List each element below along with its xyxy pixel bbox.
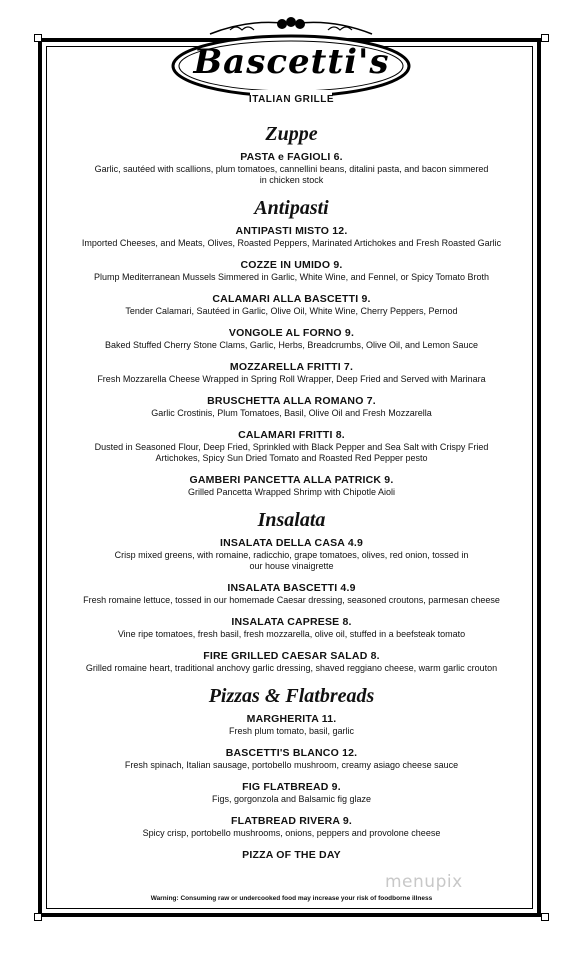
section-title: Insalata: [257, 509, 326, 531]
item-description: Grilled romaine heart, traditional anchovy garlic dressing, shaved reggiano cheese, warm garlic crouton: [85, 663, 498, 673]
section-antipasti: [50, 196, 533, 498]
logo-wordmark: Bascetti's: [193, 42, 390, 82]
menu-item: [50, 428, 533, 464]
menu-item: [50, 649, 533, 674]
item-name: COZZE IN UMIDO 9.: [240, 259, 343, 271]
menu-item: [50, 224, 533, 249]
menu-item: [50, 615, 533, 640]
food-warning: Warning: Consuming raw or undercooked food may increase your risk of foodborne illness: [150, 895, 433, 902]
item-name: FLATBREAD RIVERA 9.: [230, 815, 353, 827]
item-name: MARGHERITA 11.: [246, 713, 337, 725]
item-name: INSALATA BASCETTI 4.9: [227, 582, 356, 594]
item-description: Fresh Mozzarella Cheese Wrapped in Spring Roll Wrapper, Deep Fried and Served with Marinara: [97, 374, 486, 384]
item-name: ANTIPASTI MISTO 12.: [235, 225, 348, 237]
item-description: Spicy crisp, portobello mushrooms, onions, peppers and provolone cheese: [142, 828, 441, 838]
corner-ornament: [541, 913, 549, 921]
item-name: MOZZARELLA FRITTI 7.: [229, 361, 354, 373]
item-description: Fresh romaine lettuce, tossed in our homemade Caesar dressing, seasoned croutons, parmesan cheese: [83, 595, 500, 605]
menu-item: [50, 712, 533, 737]
menu-item: [50, 326, 533, 351]
item-name: CALAMARI ALLA BASCETTI 9.: [212, 293, 371, 305]
item-description: Crisp mixed greens, with romaine, radicchio, grape tomatoes, olives, red onion, tossed in our house vinaigrette: [114, 550, 469, 571]
item-name: CALAMARI FRITTI 8.: [238, 429, 345, 441]
logo-subtitle: ITALIAN GRILLE: [248, 94, 335, 105]
item-description: Grilled Pancetta Wrapped Shrimp with Chipotle Aioli: [188, 487, 395, 497]
item-name: BASCETTI'S BLANCO 12.: [225, 747, 358, 759]
menu-item: [50, 292, 533, 317]
item-description: Fresh plum tomato, basil, garlic: [228, 726, 355, 736]
menu-item: [50, 258, 533, 283]
section-title: Zuppe: [265, 123, 318, 145]
menu-item: [50, 581, 533, 606]
section-title: Antipasti: [254, 197, 329, 219]
item-description: Garlic Crostinis, Plum Tomatoes, Basil, Olive Oil and Fresh Mozzarella: [151, 408, 432, 418]
menu-item: [50, 360, 533, 385]
section-zuppe: [50, 122, 533, 186]
menu-item: [50, 473, 533, 498]
menu-item: [50, 536, 533, 572]
item-name: PIZZA OF THE DAY: [242, 849, 341, 861]
item-name: INSALATA DELLA CASA 4.9: [219, 537, 364, 549]
item-description: Dusted in Seasoned Flour, Deep Fried, Sprinkled with Black Pepper and Sea Salt with Crispy Fried Artichokes, Spicy Sun Dried Tomato and Roasted Red Pepper pesto: [94, 442, 489, 463]
item-name: FIG FLATBREAD 9.: [242, 781, 341, 793]
logo: [0, 6, 583, 106]
menu-item: [50, 150, 533, 186]
item-name: PASTA e FAGIOLI 6.: [240, 151, 343, 163]
item-description: Garlic, sautéed with scallions, plum tomatoes, cannellini beans, ditalini pasta, and bacon simmered in chicken stock: [94, 164, 489, 185]
watermark-text: menupix: [385, 872, 463, 892]
menu-item: [50, 848, 533, 862]
item-name: GAMBERI PANCETTA ALLA PATRICK 9.: [189, 474, 394, 486]
menu-item: [50, 746, 533, 771]
menu-item: [50, 780, 533, 805]
menu-item: [50, 394, 533, 419]
section-insalata: [50, 508, 533, 674]
corner-ornament: [34, 913, 42, 921]
item-description: Fresh spinach, Italian sausage, portobello mushroom, creamy asiago cheese sauce: [124, 760, 459, 770]
item-name: INSALATA CAPRESE 8.: [231, 616, 352, 628]
item-description: Imported Cheeses, and Meats, Olives, Roasted Peppers, Marinated Artichokes and Fresh Roasted Garlic: [81, 238, 502, 248]
item-name: BRUSCHETTA ALLA ROMANO 7.: [207, 395, 376, 407]
item-description: Vine ripe tomatoes, fresh basil, fresh mozzarella, olive oil, stuffed in a beefsteak tomato: [117, 629, 466, 639]
item-description: Tender Calamari, Sautéed in Garlic, Olive Oil, White Wine, Cherry Peppers, Pernod: [125, 306, 458, 316]
item-description: Plump Mediterranean Mussels Simmered in Garlic, White Wine, and Fennel, or Spicy Tomato Broth: [94, 272, 489, 282]
item-description: Figs, gorgonzola and Balsamic fig glaze: [211, 794, 372, 804]
item-name: FIRE GRILLED CAESAR SALAD 8.: [203, 650, 380, 662]
menu-item: [50, 814, 533, 839]
item-description: Baked Stuffed Cherry Stone Clams, Garlic, Herbs, Breadcrumbs, Olive Oil, and Lemon Sauce: [105, 340, 478, 350]
section-title: Pizzas & Flatbreads: [208, 685, 375, 707]
item-name: VONGOLE AL FORNO 9.: [228, 327, 355, 339]
menu-content: [50, 118, 533, 871]
section-pizzas: [50, 684, 533, 862]
